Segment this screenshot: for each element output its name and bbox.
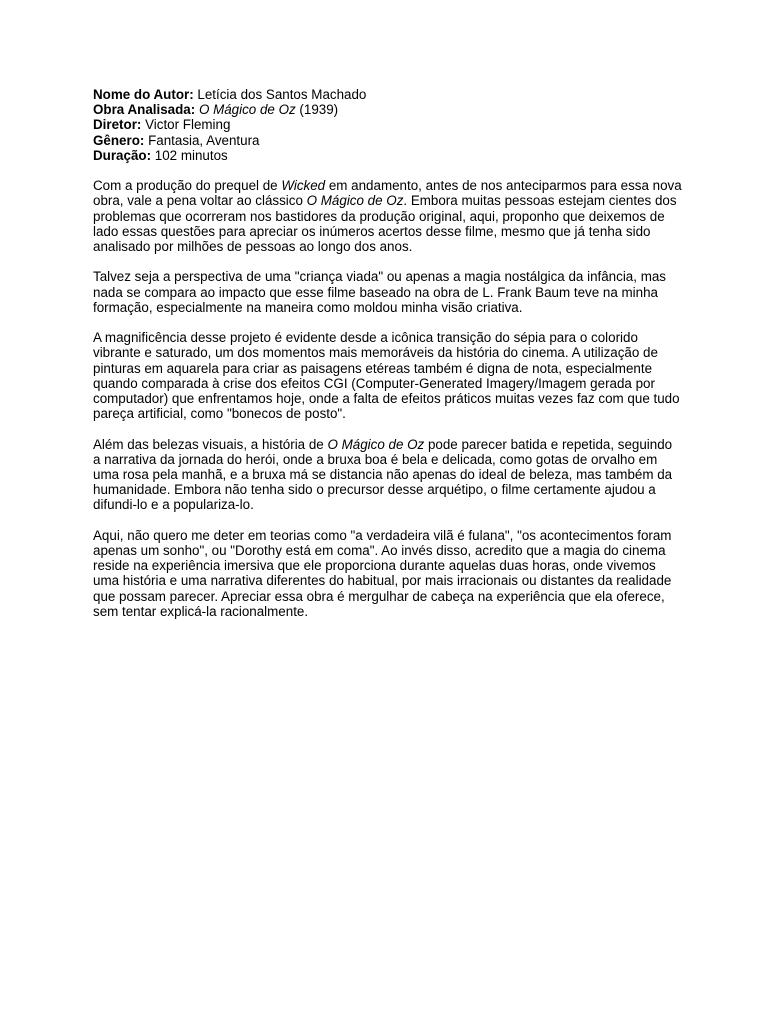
document-body [93, 87, 683, 634]
paragraph-2: Talvez seja a perspectiva de uma "criança viada" ou apenas a magia nostálgica da infância, mas nada se compara ao impacto que esse filme baseado na obra de L. Frank Baum teve na minha formação, especialmente na maneira como moldou minha visão criativa. [93, 269, 666, 315]
work-label: Obra Analisada: [93, 102, 196, 118]
p1-text-c: em andamento, antes de nos anteciparmos para essa nova obra, vale a pena voltar ao clássico [93, 178, 682, 209]
genre-label: Gênero: [93, 132, 145, 148]
genre-value: Fantasia, Aventura [148, 132, 260, 148]
p1-italic-wicked: Wicked [281, 178, 326, 194]
paragraph-3: A magnificência desse projeto é evidente desde a icônica transição do sépia para o colorido vibrante e saturado, um dos momentos mais memoráveis da história do cinema. A utilização de pinturas em aquarela para criar as paisagens etéreas também é digna de nota, especialmente quando comparada à crise dos efeitos CGI (Computer-Generated Imagery/Imagem gerada por computador) que enfrentamos hoje, onde a falta de efeitos práticos muitas vezes faz com que tudo pareça artificial, como "bonecos de posto". [93, 330, 680, 422]
author-value: Letícia dos Santos Machado [197, 87, 367, 102]
p1-text-a: Com a produção do prequel de [93, 178, 282, 194]
p1-italic-title: O Mágico de Oz [306, 193, 404, 209]
metadata-block [93, 87, 683, 163]
paragraph-1 [93, 178, 683, 254]
p4-text-a: Além das belezas visuais, a história de [93, 436, 328, 452]
director-value: Victor Fleming [145, 117, 231, 133]
director-label: Diretor: [93, 117, 142, 133]
genre-line [93, 133, 683, 148]
p4-text-c: pode parecer batida e repetida, seguindo a narrativa da jornada do herói, onde a bruxa boa é bela e delicada, como gotas de orvalho em uma rosa pela manhã, e a bruxa má se distancia não apenas do ideal de beleza, mas também da humanidade. Embora não tenha sido o precursor desse arquétipo, o filme certamente ajudou a difundi-lo e a populariza-lo. [93, 436, 673, 513]
director-line [93, 117, 683, 132]
duration-line [93, 148, 683, 163]
p4-italic-title: O Mágico de Oz [327, 436, 425, 452]
p1-text-e: . Embora muitas pessoas estejam cientes dos problemas que ocorreram nos bastidores da produção original, aqui, proponho que deixemos de lado essas questões para apreciar os inúmeros acertos desse filme, mesmo que já tenha sido analisado por milhões de pessoas ao longo dos anos. [93, 193, 677, 255]
work-title: O Mágico de Oz [198, 102, 296, 118]
author-line [93, 87, 683, 102]
paragraph-5: Aqui, não quero me deter em teorias como "a verdadeira vilã é fulana", "os acontecimentos foram apenas um sonho", ou "Dorothy está em coma". Ao invés disso, acredito que a magia do cinema reside na experiência imersiva que ele proporciona durante aquelas duas horas, onde vivemos uma história e uma narrativa diferentes do habitual, por mais irracionais ou distantes da realidade que possam parecer. Apreciar essa obra é mergulhar de cabeça na experiência que ela oferece, sem tentar explicá-la racionalmente. [93, 527, 672, 619]
work-year: (1939) [299, 102, 339, 118]
paragraph-4 [93, 437, 683, 513]
work-line [93, 102, 683, 117]
author-label: Nome do Autor: [93, 87, 194, 102]
duration-label: Duração: [93, 147, 152, 163]
duration-value: 102 minutos [154, 147, 228, 163]
